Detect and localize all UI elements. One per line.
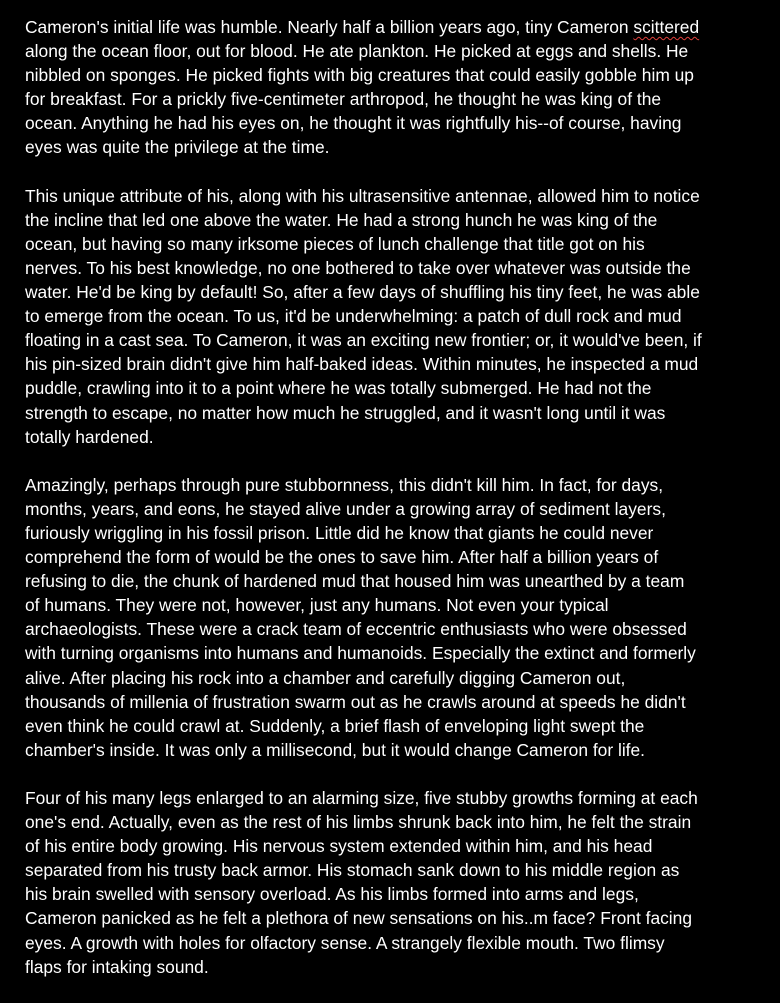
text-line: of humans. They were not, however, just any humans. Not even your typical bbox=[25, 595, 609, 616]
text-line: Four of his many legs enlarged to an alarming size, five stubby growths forming at each bbox=[25, 788, 698, 808]
text-line: alive. After placing his rock into a chamber and carefully digging Cameron out, bbox=[25, 667, 626, 688]
text-line: ocean, but having so many irksome pieces of lunch challenge that title got on his bbox=[25, 233, 645, 254]
text-line: even think he could crawl at. Suddenly, a brief flash of enveloping light swept the bbox=[25, 715, 645, 736]
text-line: one's end. Actually, even as the rest of his limbs shrunk back into him, he felt the strain bbox=[25, 812, 692, 833]
text-line: floating in a cast sea. To Cameron, it was an exciting new frontier; or, it would've been, if bbox=[25, 330, 702, 351]
paragraph-2 bbox=[25, 184, 765, 449]
text-line: with turning organisms into humans and humanoids. Especially the extinct and formerly bbox=[25, 643, 696, 664]
text-line: Cameron's initial life was humble. Nearly half a billion years ago, tiny Cameron scittered bbox=[25, 17, 700, 37]
text-line: strength to escape, no matter how much he struggled, and it wasn't long until it was bbox=[25, 402, 666, 423]
text-line: nibbled on sponges. He picked fights with big creatures that could easily gobble him up bbox=[25, 65, 694, 86]
text-line: puddle, crawling into it to a point where he was totally submerged. He had not the bbox=[25, 378, 652, 399]
text-line: water. He'd be king by default! So, after a few days of shuffling his tiny feet, he was able bbox=[25, 282, 700, 303]
text-line: totally hardened. bbox=[25, 426, 154, 447]
text-line: thousands of millenia of frustration swarm out as he crawls around at speeds he didn't bbox=[25, 691, 686, 712]
document-body[interactable] bbox=[25, 15, 765, 1003]
paragraph-4 bbox=[25, 786, 765, 979]
text-line: chamber's inside. It was only a millisecond, but it would change Cameron for life. bbox=[25, 739, 646, 760]
text-line: months, years, and eons, he stayed alive under a growing array of sediment layers, bbox=[25, 498, 666, 519]
text-line: Amazingly, perhaps through pure stubbornness, this didn't kill him. In fact, for days, bbox=[25, 474, 664, 495]
misspelled-word[interactable]: scittered bbox=[633, 17, 700, 37]
paragraph-3 bbox=[25, 473, 765, 762]
text-line: eyes was quite the privilege at the time. bbox=[25, 137, 330, 158]
text-line: archaeologists. These were a crack team of eccentric enthusiasts who were obsessed bbox=[25, 619, 687, 640]
text-line: along the ocean floor, out for blood. He ate plankton. He picked at eggs and shells. He bbox=[25, 41, 689, 62]
text-line: flaps for intaking sound. bbox=[25, 956, 209, 977]
text-line: nerves. To his best knowledge, no one bothered to take over whatever was outside the bbox=[25, 257, 691, 278]
text-line: his pin-sized brain didn't give him half-baked ideas. Within minutes, he inspected a mud bbox=[25, 354, 699, 375]
text-line: ocean. Anything he had his eyes on, he thought it was rightfully his--of course, having bbox=[25, 113, 682, 134]
text-line: separated from his trusty back armor. His stomach sank down to his middle region as bbox=[25, 860, 680, 881]
text-line: This unique attribute of his, along with his ultrasensitive antennae, allowed him to notice bbox=[25, 185, 700, 206]
paragraph-1 bbox=[25, 15, 765, 160]
text-line: of his entire body growing. His nervous system extended within him, and his head bbox=[25, 836, 653, 857]
text-line: eyes. A growth with holes for olfactory sense. A strangely flexible mouth. Two flimsy bbox=[25, 932, 665, 953]
text-line: comprehend the form of would be the ones to save him. After half a billion years of bbox=[25, 547, 659, 568]
text-line: refusing to die, the chunk of hardened mud that housed him was unearthed by a team bbox=[25, 571, 685, 592]
text-line: furiously wriggling in his fossil prison. Little did he know that giants he could never bbox=[25, 522, 654, 543]
text-line: to emerge from the ocean. To us, it'd be underwhelming: a patch of dull rock and mud bbox=[25, 306, 682, 327]
text-line: Cameron panicked as he felt a plethora of new sensations on his..m face? Front facing bbox=[25, 908, 693, 929]
text-line: for breakfast. For a prickly five-centimeter arthropod, he thought he was king of the bbox=[25, 89, 662, 110]
text-line: the incline that led one above the water. He had a strong hunch he was king of the bbox=[25, 209, 658, 230]
text-line: his brain swelled with sensory overload. As his limbs formed into arms and legs, bbox=[25, 884, 639, 905]
